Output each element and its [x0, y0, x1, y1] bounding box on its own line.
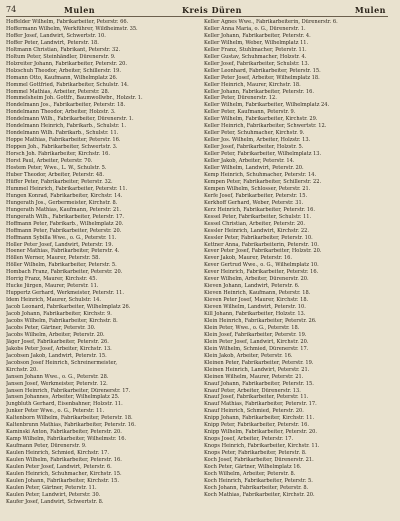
directory-entry: Hungerath Wilh., Fabrikarbeiter, Peterstr. 17.: [6, 213, 125, 220]
directory-entry: Holzreiter Johann, Fabrikarbeiter, Peterstr. 20.: [6, 60, 128, 67]
directory-entry: Hoffelder Wilhelm, Fabrikarbeiter, Peterstr. 66.: [6, 19, 129, 25]
directory-entry: Jansen Johannes, Arbeiter, Wilhelmplatz 25.: [6, 394, 120, 401]
directory-entry: Keller Gustav, Schuhmacher, Holzstr. 4.: [204, 53, 307, 60]
directory-entry: Knipp Peter, Fabrikarbeiter, Peterstr. 16.: [204, 422, 310, 429]
directory-entry: Kaltenbrunn Mathias, Fabrikarbeiter, Peterstr. 16.: [6, 422, 136, 429]
directory-entry: Hoffer Peter, Landwirt, Peterstr. 18.: [6, 39, 99, 46]
directory-entry: Hoffmann Sybilla Wwe., o. G., Peterstr. 11.: [6, 234, 117, 241]
directory-entry: Knipp Wilhelm, Fabrikarbeiter, Peterstr. 20.: [204, 429, 318, 436]
directory-entry: Keller Wilhelm, Weber, Wilhelmplatz 11.: [204, 39, 309, 46]
directory-entry: Kever Peter Josef, Fabrikarbeiter, Holzstr. 20.: [204, 248, 322, 255]
directory-entry: Kleinen Peter, Fabrikarbeiter, Peterstr. 19.: [204, 359, 314, 366]
directory-entry: Keller Leonhard, Fabrikarbeiter, Peterstr. 15.: [204, 67, 321, 74]
directory-entry: Hummel Heinrich, Fabrikarbeiter, Peterstr. 11.: [6, 185, 128, 192]
directory-entry: Kaminski Anton, Fabrikarbeiter, Peterstr. 20.: [6, 429, 122, 436]
directory-entry: Idem Heinrich, Maurer, Schulstr. 14.: [6, 297, 102, 304]
directory-entry: Jacob Johann, Fabrikarbeiter, Kirchstr. 9.: [6, 311, 112, 318]
directory-entry: Keller Wilhelm, Fabrikarbeiter, Kirchstr. 29.: [204, 116, 318, 123]
directory-entry: Holtum Peter, Steinhändler, Dürenerstr. 9.: [6, 53, 116, 60]
directory-entry: Hondelmann Wilh., Fabrikarbeiter, Dürenerstr. 1.: [6, 116, 134, 123]
directory-entry: Holzschuh Theodor, Arbeiter, Schillerstr. 19.: [6, 67, 121, 74]
directory-entry: Kleinen Heinrich, Landwirt, Peterstr. 21.: [204, 366, 310, 373]
directory-entry: Kaulen Heinrich, Schuhmacher, Kirchstr. 15.: [6, 470, 122, 477]
directory-entry: Kaufmann Peter, Dürenerstr. 9.: [6, 443, 87, 450]
directory-entry: Hungerath Jos., Gerbermeister, Kirchstr. 8.: [6, 199, 118, 206]
directory-entry: Kamp Wilhelm, Fabrikarbeiter, Wilhelmstr. 16.: [6, 436, 127, 443]
directory-entry: Hoener Mathias, Fabrikarbeiter, Peterstr. 4.: [6, 248, 120, 255]
directory-entry: Kieven Peter Josef, Maurer, Kirchstr. 18.: [204, 297, 309, 304]
directory-entry: Kaltenborn Wilhelm, Fabrikarbeiter, Peterstr. 18.: [6, 415, 133, 422]
directory-entry: Klein Heinrich, Fabrikarbeiter, Peterstr. 26.: [204, 317, 317, 324]
directory-entry: Klein Peter, Wwe., o. G., Peterstr. 18.: [204, 324, 300, 331]
directory-entry: Hondelmann Wilh. Fabrikarb., Schulstr. 11.: [6, 130, 119, 137]
directory-entry: Hommel Gottfried, Fabrikarbeiter, Schulstr. 14.: [6, 81, 129, 88]
directory-entry: Koch Wilhelm, Arbeiter, Peterstr. 8.: [204, 470, 296, 477]
directory-entry: Klein Josef, Fabrikarbeiter, Peterstr. 19.: [204, 331, 307, 338]
directory-entry: Kieven Heinrich, Kaufmann, Peterstr. 18.: [204, 290, 311, 297]
directory-entry: Keller Josef, Fabrikarbeiter, Schulstr. 13.: [204, 60, 310, 67]
directory-entry: Kettner Anna, Fabrikarbeiterin, Peterstr. 10.: [204, 241, 319, 248]
directory-entry: Hombach Franz, Fabrikarbeiter, Peterstr. 20.: [6, 269, 123, 276]
directory-entry: Keller Josef, Fabrikarbeiter, Holzstr. 5.: [204, 144, 304, 151]
directory-entry: Huppertz Gerhard, Werkmeister, Peterstr. 11.: [6, 290, 125, 297]
directory-entry: Holler Peter Josef, Landwirt, Peterstr. 19.: [6, 241, 114, 248]
header-left-title: Mulen: [64, 5, 96, 15]
directory-entry: Keller Agnes Wwe., Fabrikarbeiterin, Dürenerstr. 6.: [204, 19, 338, 25]
directory-entry: Kieven Johann, Landwirt, Peterstr. 6.: [204, 283, 300, 290]
directory-entry: Jungbluth Gerhard, Eisenbahner, Holzstr. 11.: [6, 401, 123, 408]
directory-entry: Hommelsheim Joh. Gottfr., Baumwollwbr., Holzstr. 1.: [6, 95, 143, 102]
directory-entry: Kempen Wilhelm, Schlosser, Peterstr. 21.: [204, 185, 311, 192]
directory-entry: Kaulen Wilhelm, Fabrikarbeiter, Peterstr. 16.: [6, 457, 122, 464]
directory-entry: Knops Heinrich, Fabrikarbeiter, Kirchstr. 11.: [204, 443, 320, 450]
page-number: 74: [6, 5, 17, 14]
directory-entry: Kaulen Heinrich, Schmied, Kirchstr. 17.: [6, 450, 109, 457]
directory-entry: Knops Josef, Arbeiter, Peterstr. 17.: [204, 436, 294, 443]
directory-entry: Keller Wilhelm, Fabrikarbeiter, Wilhelmplatz 24.: [204, 102, 330, 109]
directory-entry: Klein Jakob, Arbeiter, Peterstr. 16.: [204, 352, 293, 359]
directory-entry: Keller Peter, Kaufmann, Peterstr. 9.: [204, 109, 296, 116]
directory-entry: Kerfe Josef, Fabrikarbeiter, Peterstr. 15.: [204, 192, 308, 199]
directory-entry: Junker Peter Wwe., o. G., Peterstr. 11.: [6, 408, 105, 415]
directory-entry: Jacobson Josef Heinrich, Schreinermeister,: [6, 359, 117, 366]
directory-entry: Hoppen Joh., Fabrikarbeiter, Schwertstr. 3.: [6, 144, 118, 151]
directory-entry: Hungen Konrad, Fabrikarbeiter, Kirchstr. 14.: [6, 192, 123, 199]
header-rule: [6, 16, 388, 17]
directory-entry: Hoffer Josef, Landwirt, Schwertstr. 10.: [6, 32, 106, 39]
directory-entry: Koch Heinrich, Fabrikarbeiter, Peterstr. 5.: [204, 477, 313, 484]
directory-entry: Knauf Josef, Fabrikarbeiter, Peterstr. 11.: [204, 394, 309, 401]
directory-entry: Hungerath Mathias, Kaufmann, Peterstr. 21.: [6, 206, 122, 213]
directory-entry: Knipp Johann, Fabrikarbeiter, Kirchstr. 11.: [204, 415, 315, 422]
directory-entry: Kaulen Johann, Fabrikarbeiter, Kirchstr. 15.: [6, 477, 119, 484]
directory-entry: Hondelmann Jos., Fabrikarbeiter, Peterstr. 18.: [6, 102, 126, 109]
directory-entry: Keller Peter Josef, Arbeiter, Wilhelmplatz 18.: [204, 74, 320, 81]
directory-entry: Koch Johann, Fabrikarbeiter, Peterstr. 8.: [204, 484, 309, 491]
directory-entry: Kill Johann, Fabrikarbeiter, Holzstr. 13.: [204, 311, 306, 318]
directory-entry: Höller Wilhelm, Fabrikarbeiter, Peterstr. 5.: [6, 262, 117, 269]
directory-entry: Kaulen Peter, Landwirt, Peterstr. 30.: [6, 491, 101, 498]
directory-entry: Kempen Peter, Fabrikarbeiter, Schillerstr. 22.: [204, 178, 322, 185]
directory-entry: Hondelmann Theodor, Arbeiter, Holzstr. 3.: [6, 109, 116, 116]
directory-entry: Keller Heinrich, Fabrikarbeiter, Schwertstr. 12.: [204, 123, 327, 130]
directory-entry: Jacob Leonard, Fabrikarbeiter, Wilhelmplatz 26.: [6, 304, 131, 311]
directory-entry: Kleinen Wilhelm, Maurer, Peterstr. 21.: [204, 373, 304, 380]
page-header: [6, 4, 386, 16]
directory-entry: Horsch Joh. Fabrikarbeiter, Kirchstr. 16.: [6, 151, 111, 158]
directory-entry: Kever Gertrud Wwe., o. G., Wilhelmplatz 10.: [204, 262, 319, 269]
directory-entry: Hoffermann Wilhelm, Werkführer, Wildheimstr. 35.: [6, 25, 138, 32]
directory-entry: Jakobs Peter Josef, Arbeiter, Kirchstr. 13.: [6, 345, 112, 352]
left-column: [6, 19, 196, 506]
directory-entry: Kemp Heinrich, Schuhmacher, Peterstr. 14.: [204, 171, 317, 178]
directory-entry: Koch Peter, Gärtner, Wilhelmplatz 16.: [204, 464, 302, 470]
right-column: [204, 19, 394, 499]
directory-entry: Kever Jakob, Maurer, Peterstr. 16.: [204, 255, 293, 262]
directory-entry: Jansen Heinrich, Fabrikarbeiter, Dürenerstr. 17.: [6, 387, 131, 394]
directory-entry: Kerz Heinrich, Fabrikarbeiter, Peterstr. 16.: [204, 206, 315, 213]
directory-entry: Klein Wilhelm, Schmied, Dürenerstr. 17.: [204, 345, 309, 352]
directory-entry: Keller Peter, Dürenerstr. 12.: [204, 95, 277, 102]
directory-entry: Kaufer Josef, Landwirt, Schwertstr. 8.: [6, 498, 104, 505]
directory-entry: Kever Wilhelm, Arbeiter, Dürenerstr. 20.: [204, 276, 309, 283]
directory-entry: Jacobs Peter, Gärtner, Peterstr. 30.: [6, 324, 96, 331]
directory-entry: Keller Peter, Schuhmacher, Kirchstr. 9.: [204, 130, 305, 137]
directory-entry: Hondelmann Heinrich, Fabrikarb., Schulstr. 1.: [6, 123, 126, 130]
directory-entry: Jacobsen Jakob, Landwirt, Peterstr. 15.: [6, 352, 107, 359]
directory-entry: Hommel Mathias, Arbeiter, Peterstr. 28.: [6, 88, 110, 95]
header-center-title: Kreis Düren: [182, 5, 242, 15]
directory-entry: Hoppe Mathias, Fabrikarbeiter, Peterstr. 16.: [6, 137, 121, 144]
directory-entry: Koch Mathias, Fabrikarbeiter, Kirchstr. 20.: [204, 491, 315, 498]
directory-entry: Kessler Heinrich, Landwirt, Kirchstr. 22.: [204, 227, 309, 234]
directory-entry: Knauf Heinrich, Schmied, Peterstr. 20.: [204, 408, 304, 415]
directory-entry: Keller Johann, Fabrikarbeiter, Peterstr. 16.: [204, 88, 315, 95]
directory-entry: Keller Peter, Fabrikarbeiter, Wilhelmplatz 13.: [204, 151, 322, 158]
directory-entry: Knops Peter, Fabrikarbeiter, Peterstr. 8.: [204, 450, 307, 457]
directory-entry: Keller Wilhelm, Landwirt, Peterstr. 20.: [204, 165, 304, 172]
directory-entry: Kirchstr. 20.: [6, 366, 38, 373]
directory-entry: Keller Jos. Wilhelm, Arbeiter, Holzstr. 13.: [204, 137, 311, 144]
directory-entry: Keller Franz, Stuhlmacher, Peterstr. 11.: [204, 46, 307, 53]
directory-entry: Kessler Peter, Fabrikarbeiter, Peterstr. 10.: [204, 234, 313, 241]
directory-entry: Kessel Peter, Fabrikarbeiter, Schulstr. 11.: [204, 213, 312, 220]
directory-entry: Kever Heinrich, Fabrikarbeiter, Peterstr. 16.: [204, 269, 319, 276]
directory-entry: Hucke Jürgen, Maurer, Peterstr. 11.: [6, 283, 99, 290]
directory-entry: Jansen Johann Wwe., o. G., Peterstr. 28.: [6, 373, 109, 380]
directory-entry: Knauf Mathias, Fabrikarbeiter, Peterstr. 17.: [204, 401, 317, 408]
directory-entry: Hoffmann Peter, Fabrikarbeiter, Peterstr. 20.: [6, 227, 122, 234]
directory-entry: Jacobs Wilhelm, Fabrikarbeiter, Kirchstr. 8.: [6, 317, 118, 324]
directory-entry: Jansen Josef, Werkmeister, Peterstr. 12.: [6, 380, 108, 387]
directory-entry: Höllen Werner, Maurer, Peterstr. 58.: [6, 255, 101, 262]
directory-entry: Kerkhoff Gerhard, Weber, Peterstr. 31.: [204, 199, 304, 206]
directory-entry: Keller Anna Maria, o. G., Dürenerstr. 1.: [204, 25, 306, 32]
directory-entry: Hostem Peter, Wwe., L. W., Schulstr. 5.: [6, 165, 107, 172]
directory-entry: Jacobs Wilhelm, Arbeiter, Peterstr. 20.: [6, 331, 105, 338]
directory-entry: Horrig Franz, Maurer, Kirchstr. 45.: [6, 276, 98, 283]
directory-entry: Jäger Josef, Fabrikarbeiter, Peterstr. 26.: [6, 338, 109, 345]
directory-entry: Kessel Christian, Arbeiter, Peterstr. 20.: [204, 220, 306, 227]
directory-entry: Hüffer Peter, Fabrikarbeiter, Peterstr. 32.: [6, 178, 113, 185]
directory-entry: Horst Paul, Arbeiter, Peterstr. 70.: [6, 158, 93, 165]
directory-entry: Holtmann Christian, Fabrikant, Peterstr. 32.: [6, 46, 121, 53]
directory-entry: Koch Josef, Fabrikarbeiter, Dürenerstr. 21.: [204, 457, 314, 464]
directory-entry: Knauf Johann, Fabrikarbeiter, Peterstr. 15.: [204, 380, 314, 387]
directory-entry: Kieven Wilhelm, Landwirt, Peterstr. 10.: [204, 304, 306, 311]
directory-entry: Huber Theodor, Arbeiter, Peterstr. 48.: [6, 171, 105, 178]
directory-entry: Hoffmann Peter, Fabrikarb., Wilhelmplatz 20.: [6, 220, 124, 227]
directory-entry: Keller Johann, Fabrikarbeiter, Peterstr. 4.: [204, 32, 311, 39]
directory-entry: Keller Heinrich, Maurer, Kirchstr. 18.: [204, 81, 301, 88]
directory-entry: Klein Peter Josef, Landwirt, Kirchstr. 20.: [204, 338, 309, 345]
directory-entry: Keller Jakob, Arbeiter, Peterstr. 14.: [204, 158, 295, 165]
directory-entry: Homann Otto, Kaufmann, Wilhelmplatz 26.: [6, 74, 118, 81]
directory-entry: Knauf Peter, Arbeiter, Dürenerstr. 13.: [204, 387, 301, 394]
directory-entry: Kaulen Peter Josef, Landwirt, Peterstr. 6.: [6, 464, 112, 470]
header-right-title: Mulen: [354, 5, 386, 15]
directory-entry: Kaulen Peter, Gärtner, Peterstr. 11.: [6, 484, 97, 491]
